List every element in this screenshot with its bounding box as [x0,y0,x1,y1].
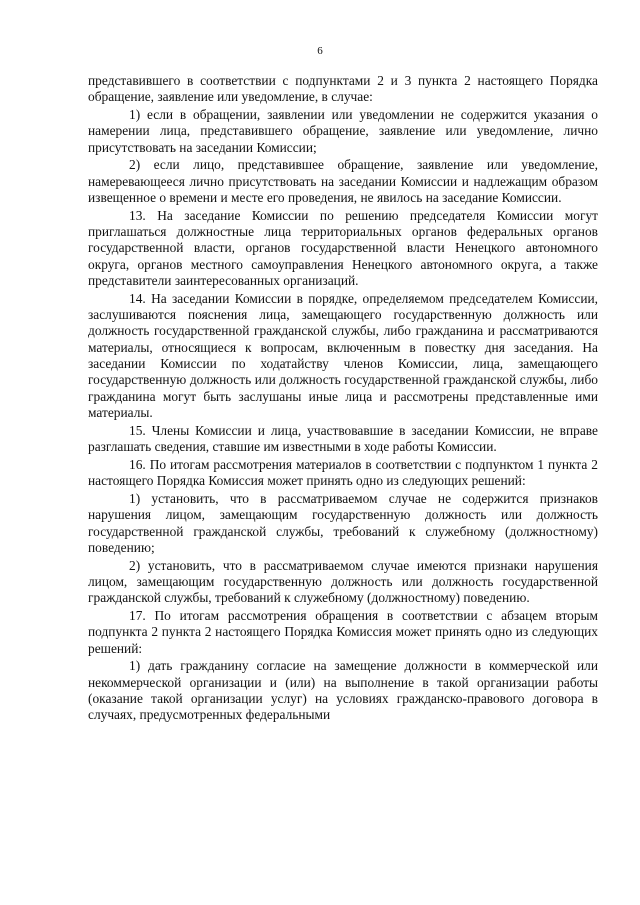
paragraph-17: 17. По итогам рассмотрения обращения в соответствии с абзацем вторым подпункта 2 пункта 2 настоящего Порядка Комиссия может принять одно из следующих решений: [88,608,598,656]
paragraph-continuation: представившего в соответствии с подпунктами 2 и 3 пункта 2 настоящего Порядка обращение, заявление или уведомление, в случае: [88,73,598,105]
paragraph-16-item-2: 2) установить, что в рассматриваемом случае имеются признаки нарушения лицом, замещающим государственную должность или должность государственной гражданской службы, требований к служебному (должностному) поведению. [88,557,598,606]
document-body [88,73,598,725]
paragraph-13: 13. На заседание Комиссии по решению председателя Комиссии могут приглашаться должностные лица территориальных органов федеральных органов государственной власти, органов государственной власти Ненецкого автономного округа, органов местного самоуправления Ненецкого автономного округа, а также представители заинтересованных организаций. [88,207,598,289]
paragraph-16: 16. По итогам рассмотрения материалов в соответствии с подпунктом 1 пункта 2 настоящего Порядка Комиссия может принять одно из следующих решений: [88,456,598,489]
paragraph-16-item-1: 1) установить, что в рассматриваемом случае не содержится признаков нарушения лицом, замещающим государственную должность или должность государственной гражданской службы, требований к служебному (должностному) поведению; [88,490,598,555]
paragraph-item-1: 1) если в обращении, заявлении или уведомлении не содержится указания о намерении лица, представившего обращение, заявление или уведомление, лично присутствовать на заседании Комиссии; [88,107,598,155]
page-number: 6 [317,45,323,57]
paragraph-17-item-1: 1) дать гражданину согласие на замещение должности в коммерческой или некоммерческой организации и (или) на выполнение в такой организации работы (оказание такой организации услуг) на условиях гражданско-правового договора в случаях, предусмотренных федеральными [88,658,598,723]
paragraph-14: 14. На заседании Комиссии в порядке, определяемом председателем Комиссии, заслушиваются пояснения лица, замещающего государственную должность или должность государственной гражданской службы, либо гражданина и рассматриваются материалы, относящиеся к вопросам, включенным в повестку дня заседания. На заседании Комиссии по ходатайству членов Комиссии, лица, замещающего государственную должность или должность государственной гражданской службы, либо гражданина могут быть заслушаны иные лица и рассмотрены представленные ими материалы. [88,290,598,420]
paragraph-item-2: 2) если лицо, представившее обращение, заявление или уведомление, намеревающееся лично присутствовать на заседании Комиссии и надлежащим образом извещенное о времени и месте его проведения, не явилось на заседание Комиссии. [88,157,598,206]
paragraph-15: 15. Члены Комиссии и лица, участвовавшие в заседании Комиссии, не вправе разглашать сведения, ставшие им известными в ходе работы Комиссии. [88,422,598,455]
